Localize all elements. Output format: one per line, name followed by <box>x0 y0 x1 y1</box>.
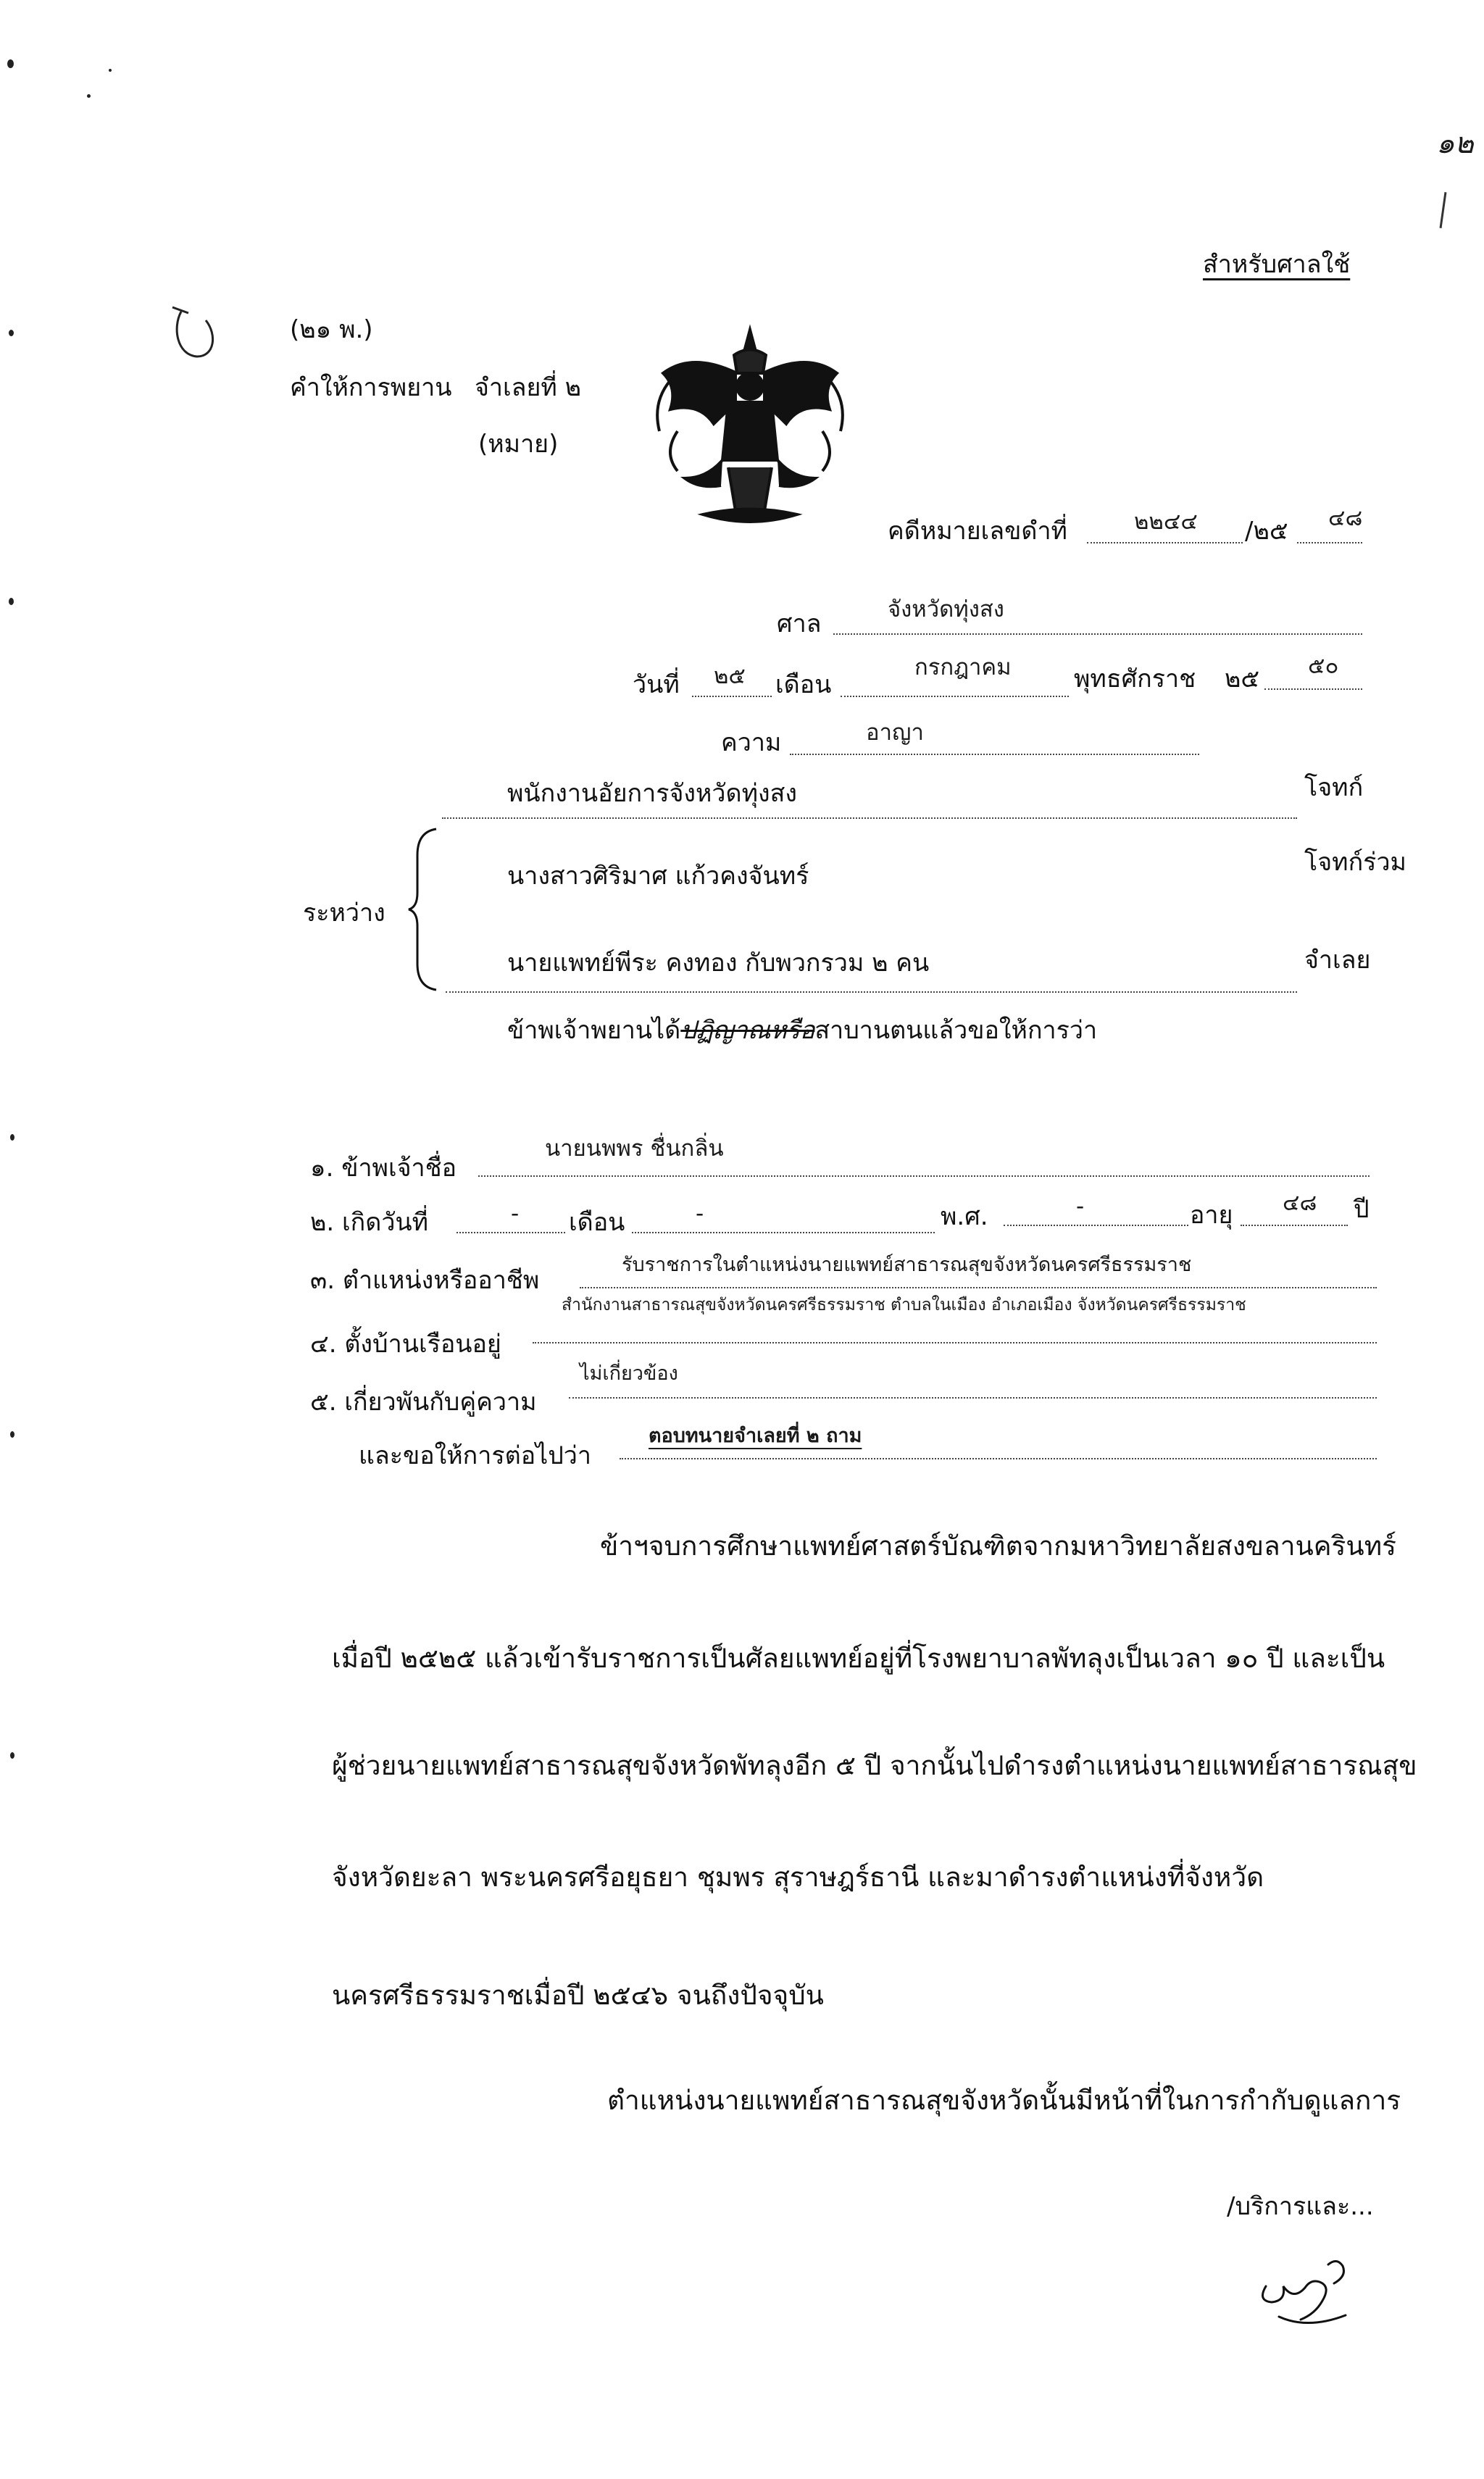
court-label: ศาล <box>777 609 822 638</box>
continue-value: ตอบทนายจำเลยที่ ๒ ถาม <box>649 1425 862 1447</box>
date-label: วันที่ <box>633 670 680 699</box>
era-year-line <box>1264 688 1362 690</box>
plaintiff-line <box>442 817 1297 819</box>
address-value: สำนักงานสาธารณสุขจังหวัดนครศรีธรรมราช ตำบลในเมือง อำเภอเมือง จังหวัดนครศรีธรรมราช <box>562 1296 1246 1315</box>
body-paragraph-1-line-1: ข้าฯจบการศึกษาแพทย์ศาสตร์บัณฑิตจากมหาวิทยาลัยสงขลานครินทร์ <box>600 1530 1396 1562</box>
matter-line <box>790 754 1199 755</box>
scan-speck <box>10 1752 14 1759</box>
co-plaintiff-name: นางสาวศิริมาศ แก้วคงจันทร์ <box>507 862 809 891</box>
body-paragraph-1-line-4: จังหวัดยะลา พระนครศรีอยุธยา ชุมพร สุราษฎร์ธานี และมาดำรงตำแหน่งที่จังหวัด <box>332 1862 1264 1893</box>
name-value: นายนพพร ชื่นกลิ่น <box>545 1136 724 1162</box>
handwritten-signature <box>1250 2250 1359 2330</box>
birth-label: ๒. เกิดวันที่ <box>310 1208 429 1237</box>
defendant-line <box>446 991 1297 993</box>
between-label: ระหว่าง <box>303 899 385 928</box>
address-label: ๔. ตั้งบ้านเรือนอยู่ <box>310 1330 501 1359</box>
black-case-no: ๒๒๔๔ <box>1134 509 1198 535</box>
month-line <box>841 696 1069 697</box>
continuation-note: /บริการและ... <box>1227 2192 1374 2221</box>
matter-label: ความ <box>721 728 782 757</box>
age-line <box>1241 1225 1348 1226</box>
oath-statement <box>507 1018 1097 1043</box>
occupation-label: ๓. ตำแหน่งหรืออาชีพ <box>310 1266 540 1295</box>
relation-value: ไม่เกี่ยวข้อง <box>580 1362 678 1385</box>
birth-year-line <box>1004 1225 1188 1226</box>
continue-label: และขอให้การต่อไปว่า <box>359 1441 591 1470</box>
oath-prefix: ข้าพเจ้าพยานได้ <box>507 1016 681 1045</box>
relation-line <box>569 1397 1377 1399</box>
plaintiff-role: โจทก์ <box>1304 773 1364 802</box>
age-label: อายุ <box>1190 1201 1233 1230</box>
witness-number: จำเลยที่ ๒ <box>475 373 582 402</box>
relation-label: ๕. เกี่ยวพันกับคู่ความ <box>310 1388 537 1417</box>
black-case-year-line <box>1297 542 1362 543</box>
court-value: จังหวัดทุ่งสง <box>888 596 1004 622</box>
body-paragraph-1-line-3: ผู้ช่วยนายแพทย์สาธารณสุขจังหวัดพัทลุงอีก ๕ ปี จากนั้นไปดำรงตำแหน่งนายแพทย์สาธารณสุข <box>332 1750 1417 1781</box>
birth-day-line <box>457 1232 565 1233</box>
birth-year: - <box>1076 1193 1085 1220</box>
birth-year-label: พ.ศ. <box>941 1202 988 1231</box>
occupation-value: รับราชการในตำแหน่งนายแพทย์สาธารณสุขจังหวัดนครศรีธรรมราช <box>622 1254 1192 1276</box>
matter-value: อาญา <box>866 720 924 746</box>
page-number-mark <box>1440 192 1447 228</box>
month-label: เดือน <box>775 670 832 699</box>
birth-month-label: เดือน <box>569 1208 625 1237</box>
era-label: พุทธศักราช <box>1074 664 1196 693</box>
birth-day: - <box>511 1201 520 1227</box>
scan-speck <box>10 1134 14 1141</box>
scan-speck <box>109 69 112 72</box>
era-prefix: ๒๕ <box>1225 664 1260 693</box>
court-line <box>833 633 1362 635</box>
black-case-year: ๔๘ <box>1328 505 1363 531</box>
between-brace <box>406 826 442 993</box>
birth-month: - <box>696 1201 704 1227</box>
co-plaintiff-role: โจทก์ร่วม <box>1304 848 1406 877</box>
body-paragraph-2-line-1: ตำแหน่งนายแพทย์สาธารณสุขจังหวัดนั้นมีหน้าที่ในการกำกับดูแลการ <box>607 2085 1401 2116</box>
age-unit: ปี <box>1354 1195 1370 1224</box>
form-code: (๒๑ พ.) <box>290 315 373 344</box>
occupation-line <box>580 1287 1377 1288</box>
black-case-label: คดีหมายเลขดำที่ <box>888 517 1067 546</box>
page-number: ๑๒ <box>1436 127 1474 160</box>
scan-speck <box>7 59 14 68</box>
defendant-name: นายแพทย์พีระ คงทอง กับพวกรวม ๒ คน <box>507 949 930 978</box>
continue-line <box>620 1458 1377 1459</box>
birth-month-line <box>632 1232 935 1233</box>
defendant-role: จำเลย <box>1304 946 1371 975</box>
month-value: กรกฎาคม <box>914 654 1012 680</box>
scan-speck <box>87 94 91 98</box>
date-day-line <box>692 696 772 697</box>
address-line <box>533 1342 1377 1343</box>
plaintiff-name: พนักงานอัยการจังหวัดทุ่งสง <box>507 779 797 808</box>
handwritten-circle-mark <box>167 299 225 364</box>
name-label: ๑. ข้าพเจ้าชื่อ <box>310 1154 457 1183</box>
era-year: ๕๐ <box>1308 653 1339 679</box>
name-line <box>478 1175 1370 1177</box>
witness-number-sub: (หมาย) <box>478 430 559 459</box>
scan-speck <box>9 598 14 605</box>
date-day: ๒๕ <box>714 663 746 689</box>
body-paragraph-1-line-5: นครศรีธรรมราชเมื่อปี ๒๕๔๖ จนถึงปัจจุบัน <box>332 1980 824 2011</box>
scan-speck <box>10 1431 14 1438</box>
oath-suffix: สาบานตนแล้วขอให้การว่า <box>814 1016 1098 1045</box>
age-value: ๔๘ <box>1283 1190 1317 1216</box>
garuda-emblem <box>649 322 851 533</box>
body-paragraph-1-line-2: เมื่อปี ๒๕๒๕ แล้วเข้ารับราชการเป็นศัลยแพทย์อยู่ที่โรงพยาบาลพัทลุงเป็นเวลา ๑๐ ปี และเป็น <box>332 1643 1385 1674</box>
scan-speck <box>9 330 14 336</box>
form-title: คำให้การพยาน <box>290 373 452 402</box>
black-case-no-line <box>1087 542 1243 543</box>
court-use-label: สำหรับศาลใช้ <box>1203 250 1351 279</box>
oath-method: ปฏิญาณหรือ <box>680 1016 815 1045</box>
black-case-separator: /๒๕ <box>1245 517 1288 546</box>
